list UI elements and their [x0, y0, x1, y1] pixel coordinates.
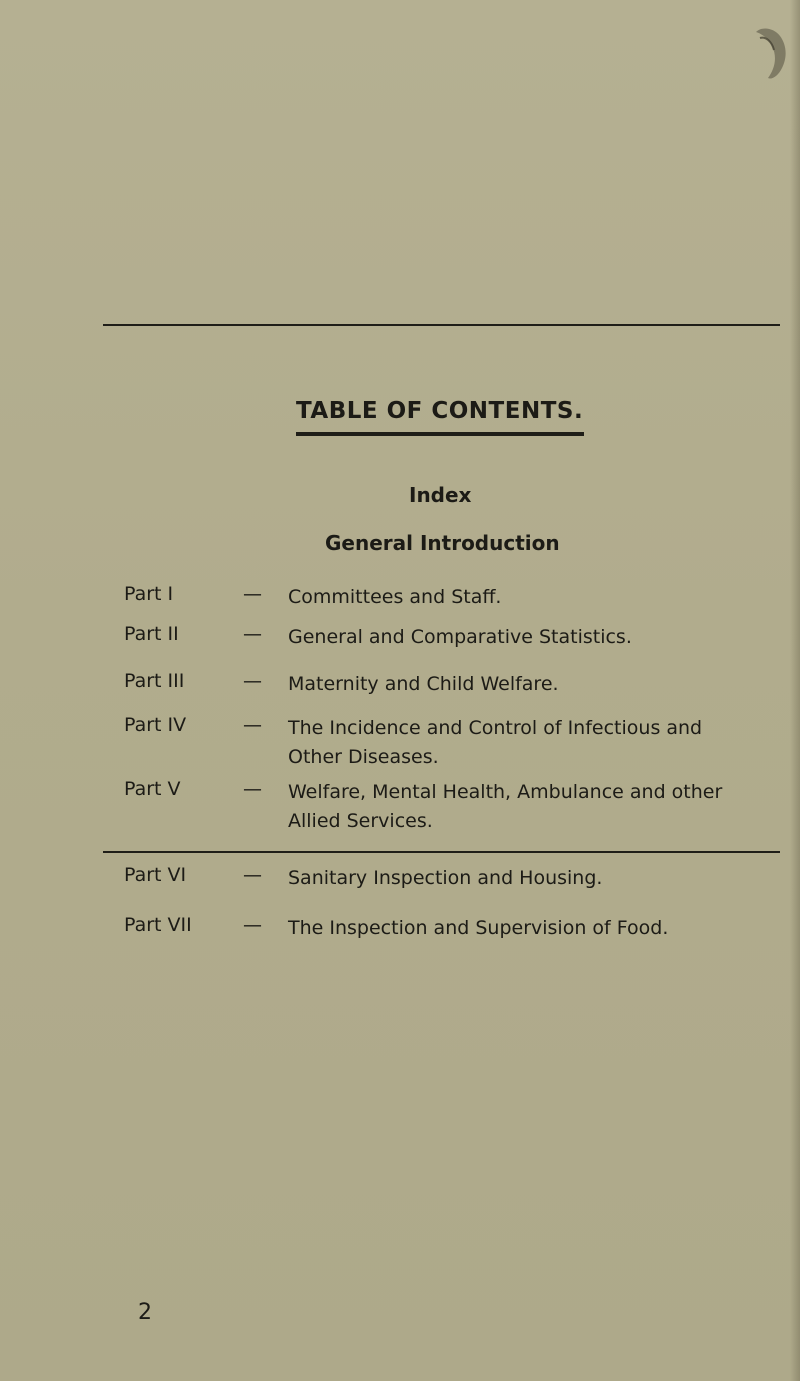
dash-separator: —	[243, 914, 262, 936]
toc-row-part-7	[0, 914, 800, 944]
dash-separator: —	[243, 864, 262, 886]
part-description	[288, 864, 798, 893]
part-description	[288, 583, 798, 612]
part-label: Part III	[124, 670, 185, 692]
dash-separator: —	[243, 778, 262, 800]
part-description	[288, 623, 798, 652]
description-line: Welfare, Mental Health, Ambulance and other	[288, 781, 723, 803]
part-label: Part II	[124, 623, 179, 645]
part-description	[288, 914, 798, 943]
part-label: Part I	[124, 583, 174, 605]
index-heading: Index	[409, 483, 472, 507]
description-line: Allied Services.	[288, 810, 433, 832]
part-description	[288, 778, 798, 836]
page-number: 2	[138, 1300, 152, 1325]
toc-row-part-6	[0, 864, 800, 894]
description-line: Other Diseases.	[288, 746, 439, 768]
toc-row-part-4	[0, 700, 800, 768]
corner-stamp-icon	[748, 24, 792, 84]
description-line: General and Comparative Statistics.	[288, 626, 632, 648]
toc-row-part-1	[0, 583, 800, 613]
part-label: Part IV	[124, 714, 187, 736]
part-label: Part V	[124, 778, 181, 800]
description-line: The Inspection and Supervision of Food.	[288, 917, 669, 939]
description-line: Maternity and Child Welfare.	[288, 673, 559, 695]
dash-separator: —	[243, 714, 262, 736]
general-introduction-heading: General Introduction	[325, 531, 560, 555]
dash-separator: —	[243, 670, 262, 692]
toc-row-part-3	[0, 670, 800, 700]
top-rule	[103, 324, 780, 326]
title-underline	[296, 432, 584, 436]
page-title: TABLE OF CONTENTS.	[296, 398, 584, 424]
part-label: Part VII	[124, 914, 192, 936]
dash-separator: —	[243, 583, 262, 605]
toc-row-part-2	[0, 623, 800, 653]
part-label: Part VI	[124, 864, 187, 886]
description-line: Committees and Staff.	[288, 586, 502, 608]
bottom-rule	[103, 851, 780, 853]
dash-separator: —	[243, 623, 262, 645]
description-line: The Incidence and Control of Infectious and	[288, 717, 703, 739]
toc-row-part-5	[0, 758, 800, 832]
description-line: Sanitary Inspection and Housing.	[288, 867, 603, 889]
part-description	[288, 670, 798, 699]
